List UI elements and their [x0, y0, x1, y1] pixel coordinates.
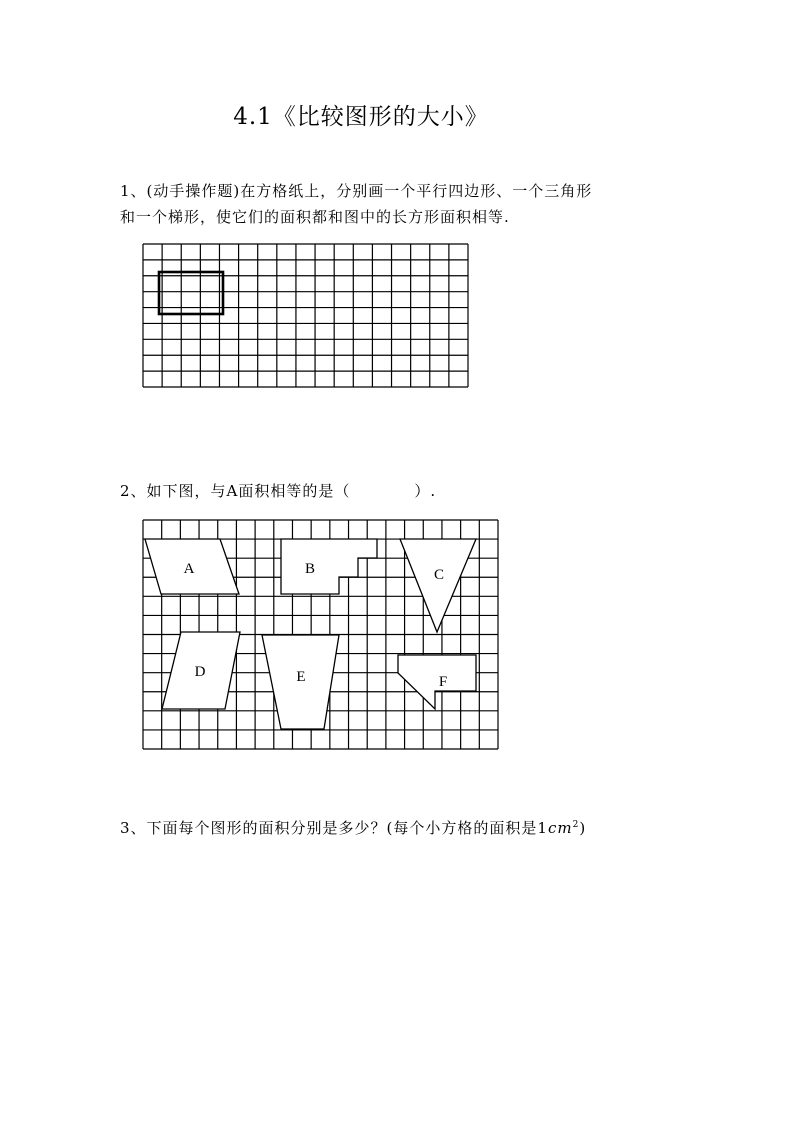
- question-2: 2、如下图，与A面积相等的是（ ）.: [120, 482, 437, 500]
- shape-e-label: E: [296, 669, 306, 685]
- grid-paper-1: [142, 243, 469, 388]
- grid-paper-2: [142, 519, 499, 750]
- shape-c: [400, 539, 476, 632]
- question-3-text: 3、下面每个图形的面积分别是多少？(每个小方格的面积是1: [120, 819, 548, 837]
- question-1-line-1: 1、(动手操作题)在方格纸上，分别画一个平行四边形、一个三角形: [120, 182, 593, 200]
- shape-a-label: A: [183, 561, 195, 577]
- shape-f: [398, 655, 476, 709]
- question-3: [120, 812, 586, 841]
- page-title: 4.1《比较图形的大小》: [233, 104, 489, 130]
- shape-b-label: B: [304, 561, 316, 577]
- shape-f-label: F: [438, 674, 448, 690]
- shape-c-label: C: [433, 567, 445, 583]
- question-1: [120, 178, 700, 230]
- question-1-line-2: 和一个梯形，使它们的面积都和图中的长方形面积相等.: [120, 208, 510, 226]
- shape-b: [281, 539, 377, 594]
- area-unit: $cm^2$: [547, 819, 580, 837]
- shape-d-label: D: [194, 664, 206, 680]
- question-3-close: ): [579, 819, 587, 837]
